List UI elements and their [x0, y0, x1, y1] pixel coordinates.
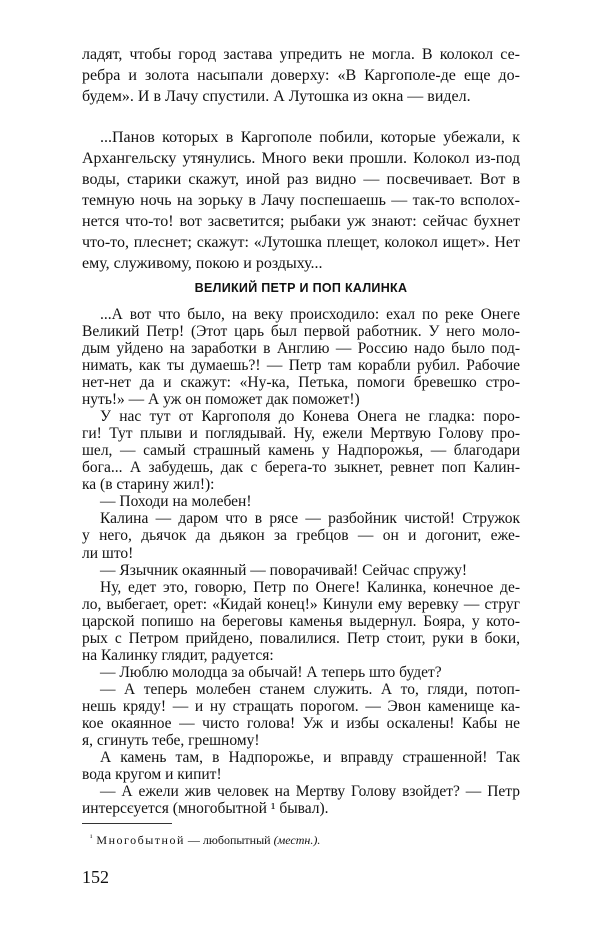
footnote-definition: — любопытный: [187, 833, 271, 847]
text-line: вода кругом и кипит!: [82, 765, 222, 783]
footnote: [90, 830, 510, 848]
text-line: — Походи на молебен!: [100, 493, 252, 511]
text-line: нуть!» — А уж он поможет дак поможет!): [82, 391, 360, 409]
section-title: ВЕЛИКИЙ ПЕТР И ПОП КАЛИНКА: [194, 281, 408, 295]
footnote-divider: [82, 823, 172, 824]
text-line: Архангельску утянулись. Много веки прошли. Колокол из-под: [82, 150, 520, 167]
text-line: ли што!: [82, 544, 134, 562]
text-line: нет-нет да и скажут: «Ну-ка, Петька, помоги бревешко стро-: [82, 374, 520, 392]
text-line: нешь кряду! — и ну стращать порогом. — Эвон каменище ка-: [82, 697, 520, 715]
text-line: я, сгинуть тебе, грешному!: [82, 731, 260, 749]
text-line: шел, — самый страшный камень у Надпорожья, — благодари: [82, 442, 520, 460]
text-line: интерсєуется (многобытной ¹ бывал).: [82, 800, 329, 817]
text-line: ребра и золота насыпали доверху: «В Каргополе-де еще до-: [82, 67, 520, 84]
text-line: ладят, чтобы город застава упредить не могла. В колокол се-: [82, 46, 520, 63]
text-line: А камень там, в Надпорожье, и вправду страшенной! Так: [100, 748, 520, 766]
text-line: — А теперь молебен станем служить. А то, гляди, потоп-: [100, 680, 520, 698]
text-line: царской попишо на береговы каменья выдернул. Бояра, у кото-: [82, 612, 520, 630]
text-line: ги! Тут плыви и поглядывай. Ну, ежели Мертвую Голову про-: [82, 425, 520, 443]
text-line: ему, служивому, покою и роздыху...: [82, 255, 323, 272]
page-number: 152: [82, 867, 109, 887]
text-line: Калина — даром что в рясе — разбойник чистой! Стружок: [100, 510, 520, 528]
text-line: что-то, плеснет; скажут: «Лутошка плещет, колокол ищет». Нет: [82, 234, 520, 251]
text-line: У нас тут от Каргополя до Конева Онега не гладка: поро-: [100, 408, 520, 426]
text-line: у него, дьячок да дьякон за гребцов — он и догонит, еже-: [82, 527, 520, 545]
footnote-note: (местн.).: [273, 833, 321, 847]
text-line: — А ежели жив человек на Мертву Голову взойдет? — Петр: [100, 783, 520, 800]
text-line: будем». И в Лачу спустили. А Лутошка из окна — видел.: [82, 88, 471, 105]
text-line: бога... А забудешь, дак с берега-то зыкнет, ревнет поп Калин-: [82, 459, 520, 477]
text-line: — Язычник окаянный — поворачивай! Сейчас спружу!: [100, 561, 468, 579]
text-line: на Калинку глядит, радуется:: [82, 646, 274, 664]
text-line: — Люблю молодца за обычай! А теперь што будет?: [100, 663, 442, 681]
text-line: темную ночь на зорьку в Лачу поспешаешь — так-то всполох-: [82, 192, 520, 209]
text-line: нется что-то! вот засветится; рыбаки уж знают: сейчас бухнет: [82, 213, 520, 230]
footnote-term: Многобытной: [96, 833, 185, 847]
footnote-marker: ¹: [90, 833, 93, 842]
text-line: Ну, едет это, говорю, Петр по Онеге! Калинка, конечное де-: [100, 578, 520, 596]
text-line: ...А вот что было, на веку происходило: ехал по реке Онеге: [100, 306, 520, 323]
text-line: кое окаянное — чисто голова! Уж и избы оскалены! Кабы не: [82, 714, 520, 732]
text-line: ло, выбегает, орет: «Кидай конец!» Кинули ему веревку — струг: [82, 595, 520, 613]
text-line: Великий Петр! (Этот царь был первой работник. У него моло-: [82, 323, 520, 340]
text-line: ка (в старину жил!):: [82, 476, 215, 494]
text-line: ...Панов которых в Каргополе побили, которые убежали, к: [100, 129, 520, 146]
text-line: нимать, как ты думаешь?! — Петр там корабли рубил. Рабочие: [82, 357, 520, 375]
text-line: дым уйдено на заработки в Англию — Россию надо было под-: [82, 340, 520, 358]
text-line: рых с Петром прийдено, повалилися. Петр стоит, руки в боки,: [82, 629, 520, 647]
text-line: воды, старики скажут, иной раз видно — посвечивает. Вот в: [82, 171, 520, 188]
